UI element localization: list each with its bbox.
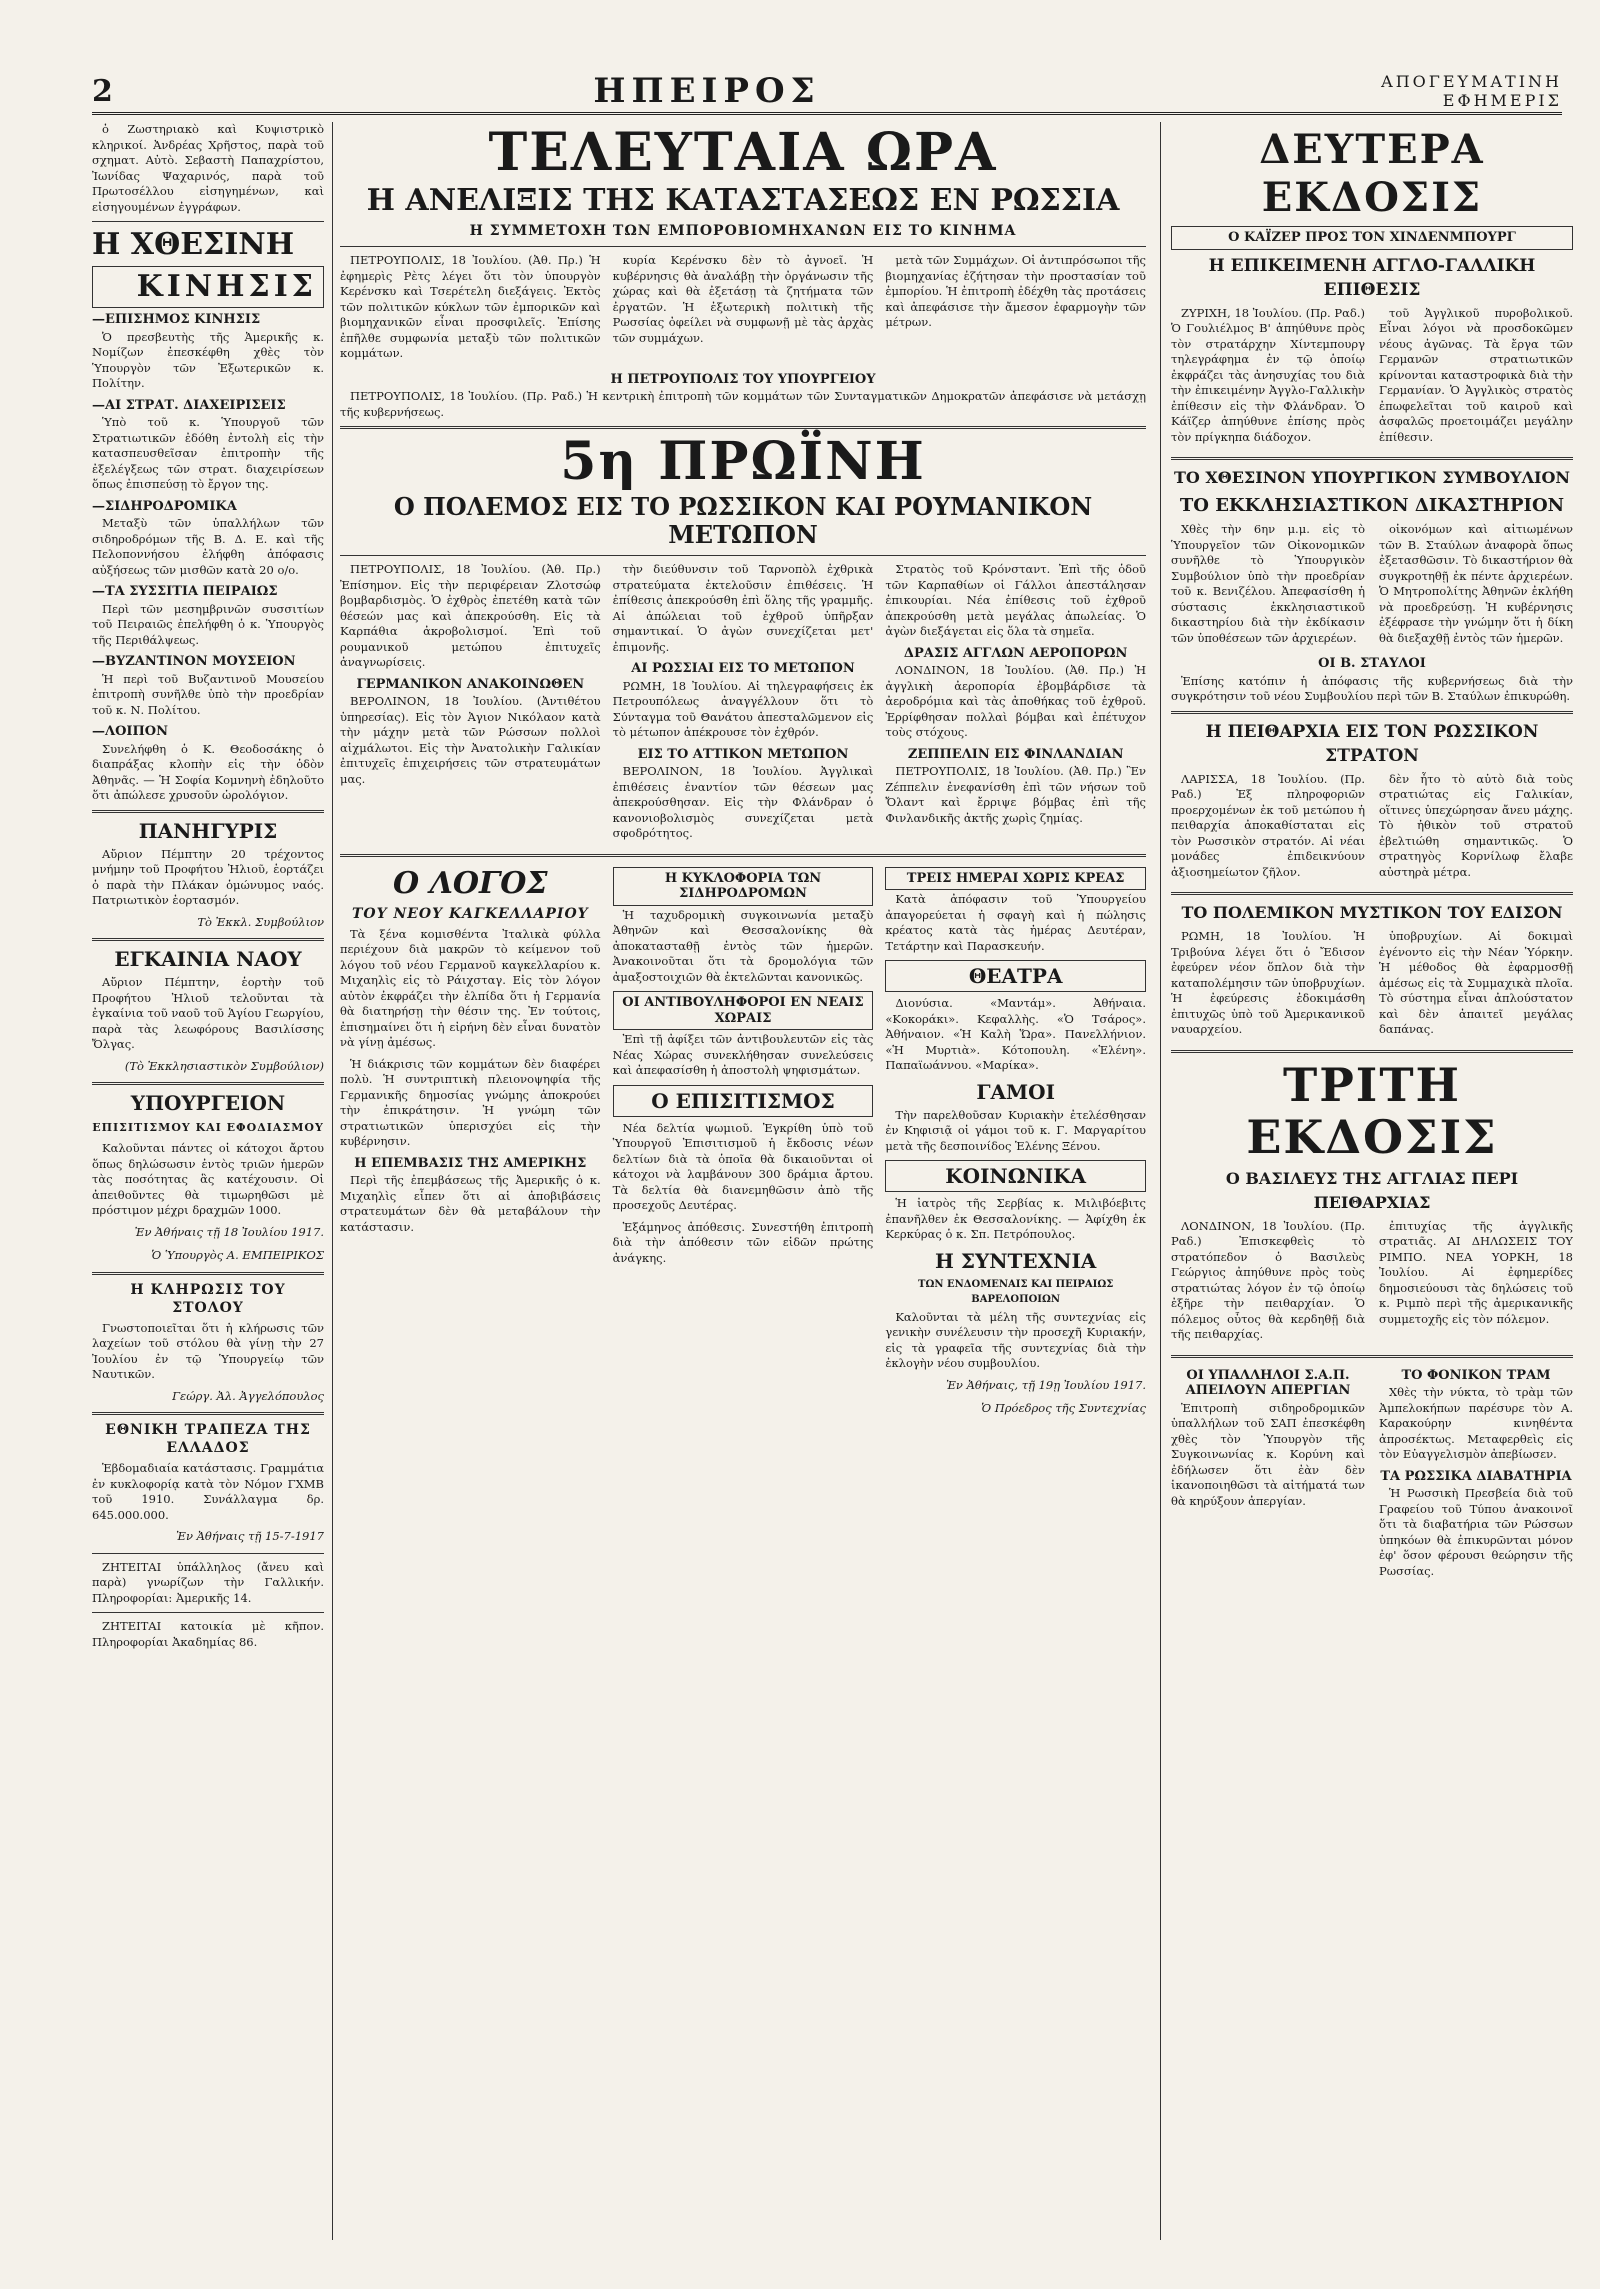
america-head: Η ΕΠΕΜΒΑΣΙΣ ΤΗΣ ΑΜΕΡΙΚΗΣ — [354, 1155, 587, 1171]
ministry-date: Ἐν Ἀθήναις τῇ 18 Ἰουλίου 1917. — [134, 1224, 324, 1239]
news-item-head: —ΤΑ ΣΥΣΣΙΤΙΑ ΠΕΙΡΑΙΩΣ — [92, 584, 278, 599]
article-column: ΖΥΡΙΧΗ, 18 Ἰουλίου. (Πρ. Ραδ.) Ὁ Γουλιέλμος Β' ἀπηύθυνε πρὸς τὸν στρατάρχην Χίντεμπουργ τηλεγράφημα ἐν τῷ ὁποίῳ ἐκφράζει τὰς ἀνησυχίας του διὰ τὴν ἐπικειμένην Ἀγγλο-Γαλλικὴν ἐπίθεσιν εἰς τὴν Φλάνδραν. Ὁ Κάϊζερ ἀπηύθυνε ἐπίσης πρὸς τὸν πρίγκηπα διάδοχον. — [1171, 305, 1365, 444]
masthead — [92, 70, 1562, 115]
article-column: τὴν διεύθυνσιν τοῦ Ταρνοπὸλ ἐχθρικὰ στρατεύματα ἐκτελοῦσιν ἐπιθέσεις. Ἡ ἐπίθεσις ἀπεκρούσθη ἐπὶ ὅλης τῆς γραμμῆς. Αἱ ἀπώλειαι τοῦ ἐχθροῦ ὑπῆρξαν σημαντικαί. Ὁ ἀγὼν συνεχίζεται μετ' ἐπιμονῆς. — [612, 562, 874, 654]
food-body: Νέα δελτία ψωμιοῦ. Ἐγκρίθη ὑπὸ τοῦ Ὑπουργοῦ Ἐπισιτισμοῦ ἡ ἔκδοσις νέων δελτίων διὰ τὰ ὁποῖα θὰ δικαιοῦνται οἱ κάτοχοι νὰ λαμβάνουν 300 δράμια ἄρτου. Τὰ δελτία θὰ διανεμηθῶσιν ἀπὸ τῆς προσεχοῦς Δευτέρας. — [612, 1120, 874, 1212]
classified-ad: ΖΗΤΕΙΤΑΙ ὑπάλληλος (ἄνευ καὶ παρὰ) γνωρίζων τὴν Γαλλικήν. Πληροφορίαι: Ἀμερικῆς 14. — [92, 1559, 324, 1605]
center-column — [340, 122, 1146, 2240]
guild-body: Καλοῦνται τὰ μέλη τῆς συντεχνίας εἰς γενικὴν συνέλευσιν τὴν προσεχῆ Κυριακήν, εἰς τὰ γραφεῖα τῆς συντεχνίας διὰ τὴν ἐκλογὴν νέου συμβουλίου. — [885, 1309, 1146, 1370]
second-edition-title: ΔΕΥΤΕΡΑ ΕΚΔΟΣΙΣ — [1259, 126, 1485, 221]
passports-body: Ἡ Ρωσσικὴ Πρεσβεία διὰ τοῦ Γραφείου τοῦ Τύπου ἀνακοινοῖ ὅτι τὰ διαβατήρια τῶν Ρώσσων ὑπηκόων θὰ ἐπικυρῶνται μόνον ἐφ' ὅσον φέρουσι θεώρησιν τῆς Ρωσσίας. — [1379, 1486, 1573, 1578]
middle-lower — [613, 863, 874, 1425]
news-item — [92, 584, 324, 648]
air-head: ΔΡΑΣΙΣ ΑΓΓΛΩΝ ΑΕΡΟΠΟΡΩΝ — [903, 645, 1128, 661]
zeppelin-head: ΖΕΠΠΕΛΙΝ ΕΙΣ ΦΙΝΛΑΝΔΙΑΝ — [907, 746, 1124, 762]
bank-title: ΕΘΝΙΚΗ ΤΡΑΠΕΖΑ ΤΗΣ ΕΛΛΑΔΟΣ — [105, 1422, 311, 1456]
news-item-body: Ὑπὸ τοῦ κ. Ὑπουργοῦ τῶν Στρατιωτικῶν ἐδόθη ἐντολὴ εἰς τὴν κατασπευσθεῖσαν ἐπιτροπὴν τῆς ἐξελέγξεως τῶν στρατ. διαχειρίσεων ὅπως ἐπισπεύσῃ τὸ ἔργον της. — [92, 415, 324, 491]
divider — [1171, 892, 1573, 895]
lower-center — [340, 863, 1146, 1425]
kaiser-head: Ο ΚΑΪΖΕΡ ΠΡΟΣ ΤΟΝ ΧΙΝΔΕΝΜΠΟΥΡΓ — [1171, 226, 1573, 250]
food-more: Ἑξάμηνος ἀπόθεσις. Συνεστήθη ἐπιτροπὴ διὰ τὴν ἀπόθεσιν τῶν εἰδῶν πρώτης ἀνάγκης. — [612, 1219, 874, 1265]
offensive-article — [1171, 306, 1573, 452]
kinisis-title-1: Η ΧΘΕΣΙΝΗ — [92, 227, 295, 262]
stables-body: Ἐπίσης κατόπιν ἡ ἀπόφασις τῆς κυβερνήσεως διὰ τὴν συγκρότησιν τοῦ νέου Συμβουλίου περὶ τῶν Β. Σταύλων ἐπικυρώθη. — [1171, 673, 1573, 703]
page-number: 2 — [92, 73, 113, 109]
railway-body: Ἡ ταχυδρομικὴ συγκοινωνία μεταξὺ Ἀθηνῶν καὶ Θεσσαλονίκης θὰ ἀποκατασταθῇ ἐντὸς τῶν ἡμερῶν. Ἀνακοινοῦται ὅτι τὰ δρομολόγια τῶν ἀμαξοστοιχιῶν θὰ ἐκτελῶνται κανονικῶς. — [612, 907, 874, 984]
air-body: ΛΟΝΔΙΝΟΝ, 18 Ἰουλίου. (Ἀθ. Πρ.) Ἡ ἀγγλικὴ ἀεροπορία ἐβομβάρδισε τὰ ἀεροδρόμια καὶ τὰς ἀποθήκας τοῦ ἐχθροῦ. Ἐρρίφθησαν πολλαὶ βόμβαι καὶ ἐπέτυχον τοὺς στόχους. — [885, 663, 1146, 739]
right-column — [1160, 122, 1573, 2240]
article-column: μετὰ τῶν Συμμάχων. Οἱ ἀντιπρόσωποι τῆς βιομηχανίας ἐζήτησαν τὴν προστασίαν τοῦ ἐμπορίου. Ἡ ἐπιτροπὴ ἐδέχθη τὰς προτάσεις καὶ ἀπεφάσισε τὴν ἄμεσον ἐφαρμογὴν τῶν μέτρων. — [885, 253, 1146, 329]
guild-subhead: ΤΩΝ ΕΝΔΟΜΕΝΑΙΣ ΚΑΙ ΠΕΙΡΑΙΩΣ ΒΑΡΕΛΟΠΟΙΩΝ — [918, 1278, 1114, 1305]
weddings-body: Τὴν παρελθοῦσαν Κυριακὴν ἐτελέσθησαν ἐν Κηφισιᾷ οἱ γάμοι τοῦ κ. Γ. Μαργαρίτου μετὰ τῆς δεσποινίδος Ἑλένης Ξένου. — [885, 1107, 1146, 1153]
egkainia-signature: (Τὸ Ἐκκλησιαστικὸν Συμβούλιον) — [124, 1058, 324, 1073]
war-col-1 — [340, 562, 601, 848]
article-column: Χθὲς τὴν 6ην μ.μ. εἰς τὸ Ὑπουργεῖον τῶν Οἰκονομικῶν συνῆλθε τὸ Ὑπουργικὸν Συμβούλιον ὑπὸ τὴν προεδρίαν τοῦ κ. Βενιζέλου. Ἀπεφασίσθη ἡ σύστασις ἐκκλησιαστικοῦ δικαστηρίου διὰ τὴν ἐκδίκασιν τῶν ὑποθέσεων τῶν ἀρχιερέων. — [1171, 522, 1365, 645]
king-head: Ο ΒΑΣΙΛΕΥΣ ΤΗΣ ΑΓΓΛΙΑΣ ΠΕΡΙ ΠΕΙΘΑΡΧΙΑΣ — [1225, 1168, 1519, 1212]
panigyris-body: Αὔριον Πέμπτην 20 τρέχοντος μνήμην τοῦ Προφήτου Ἠλιοῦ, ἑορτάζει ὁ παρὰ τὴν Πλάκαν ὁμώνυμος ναός. Πατριωτικὸν ἑορτασμόν. — [92, 846, 324, 907]
article-column: ὑποβρυχίων. Αἱ δοκιμαὶ ἐγένοντο εἰς τὴν Νέαν Ὑόρκην. Ἡ μέθοδος θὰ ἐφαρμοσθῇ ἀμέσως εἰς τὰ Συμμαχικὰ πλοῖα. Τὸ σύστημα εἶναι ἀπλούστατον καὶ δὲν ἀπαιτεῖ μεγάλας δαπάνας. — [1379, 929, 1573, 1036]
news-item-head: —ΕΠΙΣΗΜΟΣ ΚΙΝΗΣΙΣ — [92, 312, 261, 327]
romania-body: ΡΩΜΗ, 18 Ἰουλίου. Αἱ τηλεγραφήσεις ἐκ Πετρουπόλεως ἀναγγέλλουν ὅτι τὸ Σύνταγμα τοῦ Θανάτου ἀπεσταλῶμενον εἰς τὸ μέτωπον ἀπέκρουσε τὸν ἐχθρόν. — [612, 678, 874, 739]
social-head: ΚΟΙΝΩΝΙΚΑ — [885, 1160, 1146, 1192]
divider — [92, 1272, 324, 1275]
egkainia-body: Αὔριον Πέμπτην, ἑορτὴν τοῦ Προφήτου Ἠλιοῦ τελοῦνται τὰ ἐγκαίνια τοῦ ναοῦ τοῦ Ἁγίου Γεωργίου, παρὰ τὰς λεωφόρους Βασιλίσσης Ὄλγας. — [92, 975, 324, 1051]
logos-subtitle: ΤΟΥ ΝΕΟΥ ΚΑΓΚΕΛΛΑΡΙΟΥ — [351, 905, 589, 922]
logos-body: Τὰ ξένα κομισθέντα Ἰταλικὰ φύλλα περιέχουν διὰ μακρῶν τὸ κείμενον τοῦ λόγου τοῦ νέου Γερμανοῦ καγκελλαρίου κ. Μιχαηλὶς εἰς τὸ Ράιχσταγ. Εἰς τὸν λόγον αὐτὸν ἐκφράζει τὴν ἐλπίδα ὅτι ἡ Γερμανία θὰ διατηρήσῃ τὴν θέσιν της. Ἐν τούτοις, ἐπισημαίνει ὅτι ἡ εἰρήνη δὲν εἶναι δυνατὸν νὰ γίνῃ ἀμέσως. — [340, 926, 601, 1049]
left-column — [92, 122, 333, 2240]
divider — [92, 1082, 324, 1085]
fifth-edition-title: 5η ΠΡΩΪΝΗ — [560, 431, 926, 492]
russia-article — [340, 253, 1146, 368]
divider — [340, 246, 1146, 247]
right-lower — [885, 863, 1146, 1425]
theatres-head: ΘΕΑΤΡΑ — [885, 960, 1146, 992]
article-column: ἐπιτυχίας τῆς ἀγγλικῆς στρατιᾶς. ΑΙ ΔΗΛΩΣΕΙΣ ΤΟΥ ΡΙΜΠΟ. ΝΕΑ ΥΟΡΚΗ, 18 Ἰουλίου. Αἱ ἐφημερίδες δημοσιεύουσι τὰς δηλώσεις τοῦ κ. Ριμπὸ περὶ τῆς ἀμερικανικῆς συμμετοχῆς εἰς τὸν πόλεμον. — [1379, 1218, 1573, 1326]
news-item-head: —ΛΟΙΠΟΝ — [92, 724, 168, 739]
war-article — [340, 562, 1146, 848]
edison-head: ΤΟ ΠΟΛΕΜΙΚΟΝ ΜΥΣΤΙΚΟΝ ΤΟΥ ΕΔΙΣΟΝ — [1181, 903, 1563, 922]
newspaper-page — [92, 70, 1573, 2240]
newspaper-name: ΗΠΕΙΡΟΣ — [593, 71, 821, 111]
divider — [1171, 1050, 1573, 1053]
romania-head: ΑΙ ΡΩΣΣΙΑΙ ΕΙΣ ΤΟ ΜΕΤΩΠΟΝ — [631, 661, 855, 676]
war-headline: Ο ΠΟΛΕΜΟΣ ΕΙΣ ΤΟ ΡΩΣΣΙΚΟΝ ΚΑΙ ΡΟΥΜΑΝΙΚΟΝ ΜΕΤΩΠΟΝ — [393, 492, 1093, 549]
news-item — [92, 724, 324, 804]
divider — [92, 938, 324, 941]
divider — [340, 854, 1146, 857]
weddings-head: ΓΑΜΟΙ — [976, 1079, 1055, 1104]
bottom-right — [1171, 1364, 1573, 1586]
news-item-body: Ὁ πρεσβευτὴς τῆς Ἀμερικῆς κ. Νομίζων ἐπεσκέφθη χθὲς τὸν Ὑπουργὸν τῶν Ἐξωτερικῶν κ. Πολίτην. — [92, 329, 324, 390]
lottery-body: Γνωστοποιεῖται ὅτι ἡ κλήρωσις τῶν λαχείων τοῦ στόλου θὰ γίνῃ τὴν 27 Ἰουλίου ἐν τῷ Ὑπουργείῳ τῶν Ναυτικῶν. — [92, 1320, 324, 1381]
america-body: Περὶ τῆς ἐπεμβάσεως τῆς Ἀμερικῆς ὁ κ. Μιχαηλὶς εἶπεν ὅτι αἱ ἀποβιβάσεις στρατευμάτων δὲν θὰ μεταβάλουν τὴν κατάστασιν. — [340, 1173, 601, 1234]
last-hour-title: ΤΕΛΕΥΤΑΙΑ ΩΡΑ — [488, 122, 998, 183]
article-column: Στρατὸς τοῦ Κρόνσταντ. Ἐπὶ τῆς ὁδοῦ τῶν Καρπαθίων οἱ Γάλλοι ἀπεστάλησαν ἐπικουρίαι. Νέα ἐπίθεσις τοῦ ἐχθροῦ ἀπεκρούσθη μετὰ μεγάλας ἀπωλείας. Ὁ ἀγὼν διεξάγεται εἰς ὅλα τὰ σημεῖα. — [885, 562, 1146, 638]
divider — [92, 221, 324, 222]
news-item-body: Περὶ τῶν μεσημβρινῶν συσσιτίων τοῦ Πειραιῶς ἐπελήφθη ὁ κ. Ὑπουργὸς τῆς Περιθάλψεως. — [92, 601, 324, 647]
tram-section — [1379, 1364, 1573, 1586]
bank-date: Ἐν Ἀθήναις τῇ 15-7-1917 — [176, 1529, 324, 1543]
news-item-body: Ἡ περὶ τοῦ Βυζαντινοῦ Μουσείου ἐπιτροπὴ συνῆλθε ὑπὸ τὴν προεδρίαν τοῦ κ. Ν. Πολίτου. — [92, 671, 324, 717]
ministry-title: ΥΠΟΥΡΓΕΙΟΝ — [130, 1091, 286, 1115]
meatless-body: Κατὰ ἀπόφασιν τοῦ Ὑπουργείου ἀπαγορεύεται ἡ σφαγὴ καὶ ἡ πώλησις κρέατος κατὰ τὰς ἡμέρας Δευτέραν, Τετάρτην καὶ Παρασκευήν. — [885, 892, 1146, 953]
tram-head: ΤΟ ΦΟΝΙΚΟΝ ΤΡΑΜ — [1401, 1367, 1551, 1383]
news-item — [92, 499, 324, 579]
council-head: ΤΟ ΧΘΕΣΙΝΟΝ ΥΠΟΥΡΓΙΚΟΝ ΣΥΜΒΟΥΛΙΟΝ — [1173, 468, 1571, 487]
german-communique-body: ΒΕΡΟΛΙΝΟΝ, 18 Ἰουλίου. (Ἀντιθέτου ὑπηρεσίας). Εἰς τὸν Ἀγιον Νικόλαον κατὰ τὴν μάχην μετὰ τῶν Ρώσσων πολλοὶ αἰχμάλωτοι. Εἰς τὴν Ἀνατολικὴν Γαλικίαν ἐπιτυχεῖς ἐπιχειρήσεις τῶν στρατευμάτων μας. — [340, 694, 601, 786]
deputies-body: Ἐπὶ τῇ ἀφίξει τῶν ἀντιβουλευτῶν εἰς τὰς Νέας Χώρας συνεκλήθησαν συνελεύσεις καὶ ἀπεφασίσθη ἡ ἀποστολὴ ψηφισμάτων. — [612, 1032, 874, 1077]
ministry-body: Καλοῦνται πάντες οἱ κάτοχοι ἄρτου ὅπως δηλώσωσιν ἐντὸς τριῶν ἡμερῶν τὰς ποσότητας ἃς κατέχουσιν. Οἱ ἀπειθοῦντες θὰ τιμωρηθῶσι μὲ πρόστιμον μέχρι δραχμῶν 1000. — [92, 1141, 324, 1217]
zeppelin-body: ΠΕΤΡΟΥΠΟΛΙΣ, 18 Ἰουλίου. (Ἀθ. Πρ.) Ἓν Ζέππελιν ἐνεφανίσθη ἐπὶ τῶν νήσων τοῦ Ὄλαντ καὶ ἔρριψε βόμβας ἐπὶ τῆς Φινλανδικῆς ἀκτῆς χωρὶς ζημίας. — [885, 764, 1146, 825]
stables-head: ΟΙ Β. ΣΤΑΥΛΟΙ — [1318, 656, 1426, 671]
divider — [1171, 711, 1573, 714]
german-communique-head: ΓΕΡΜΑΝΙΚΟΝ ΑΝΑΚΟΙΝΩΘΕΝ — [356, 676, 585, 692]
guild-signature: Ὁ Πρόεδρος τῆς Συντεχνίας — [981, 1401, 1146, 1415]
russia-headline: Η ΑΝΕΛΙΞΙΣ ΤΗΣ ΚΑΤΑΣΤΑΣΕΩΣ ΕΝ ΡΩΣΣΙΑ — [366, 183, 1120, 218]
news-item-head: —ΣΙΔΗΡΟΔΡΟΜΙΚΑ — [92, 498, 237, 514]
egkainia-title: ΕΓΚΑΙΝΙΑ ΝΑΟΥ — [114, 947, 302, 971]
strike-head: ΟΙ ΥΠΑΛΛΗΛΟΙ Σ.Α.Π. ΑΠΕΙΛΟΥΝ ΑΠΕΡΓΙΑΝ — [1185, 1367, 1351, 1398]
edison-article — [1171, 929, 1573, 1044]
divider — [1171, 1355, 1573, 1358]
divider — [92, 810, 324, 813]
bank-body: Ἑβδομαδιαία κατάστασις. Γραμμάτια ἐν κυκλοφορίᾳ κατὰ τὸν Νόμον ΓΧΜΒ τοῦ 1910. Συνάλλαγμα δρ. 645.000.000. — [92, 1461, 324, 1522]
deputies-head: ΟΙ ΑΝΤΙΒΟΥΛΗΦΟΡΟΙ ΕΝ ΝΕΑΙΣ ΧΩΡΑΙΣ — [613, 991, 874, 1030]
news-item-head: —ΒΥΖΑΝΤΙΝΟΝ ΜΟΥΣΕΙΟΝ — [92, 654, 296, 669]
panigyris-title: ΠΑΝΗΓΥΡΙΣ — [138, 818, 278, 843]
lottery-signature: Γεώργ. Ἀλ. Ἀγγελόπουλος — [172, 1388, 324, 1403]
classified-ad: ΖΗΤΕΙΤΑΙ κατοικία μὲ κῆπον. Πληροφορίαι Ἀκαδημίας 86. — [92, 1619, 324, 1649]
divider — [92, 1553, 324, 1554]
article-column: τοῦ Ἀγγλικοῦ πυροβολικοῦ. Εἶναι λόγοι νὰ προσδοκῶμεν νέους ἀγῶνας. Τὰ ἔργα τῶν Γερμανῶν στρατιωτικῶν κρίνονται καταστροφικὰ διὰ τὴν Γερμανίαν. Ὁ Ἀγγλικὸς στρατὸς ἐπωφελεῖται τοῦ καιροῦ καὶ ἀσφαλῶς προετοιμάζει μεγάλην ἐπίθεσιν. — [1379, 305, 1573, 444]
court-head: ΤΟ ΕΚΚΛΗΣΙΑΣΤΙΚΟΝ ΔΙΚΑΣΤΗΡΙΟΝ — [1179, 495, 1565, 516]
divider — [92, 1412, 324, 1415]
logos-title: Ο ΛΟΓΟΣ — [393, 865, 548, 901]
news-item-head: —ΑΙ ΣΤΡΑΤ. ΔΙΑΧΕΙΡΙΣΕΙΣ — [92, 397, 286, 413]
passports-head: ΤΑ ΡΩΣΣΙΚΑ ΔΙΑΒΑΤΗΡΙΑ — [1380, 1468, 1572, 1484]
guild-date: Ἐν Ἀθήναις, τῇ 19ῃ Ἰουλίου 1917. — [946, 1377, 1146, 1392]
news-item — [92, 398, 324, 493]
logos-section — [340, 863, 601, 1425]
ministry-signature: Ὁ Ὑπουργὸς Α. ΕΜΠΕΙΡΙΚΟΣ — [151, 1248, 324, 1262]
article-column: ΛΟΝΔΙΝΟΝ, 18 Ἰουλίου. (Πρ. Ραδ.) Ἐπισκεφθεὶς τὸ στρατόπεδον ὁ Βασιλεὺς Γεώργιος ἀπηύθυνε πρὸς τοὺς στρατιώτας λόγον ἐν τῷ ὁποίῳ ἐξῆρε τὴν πειθαρχίαν. Ὁ πόλεμος οὗτος θὰ κερδηθῇ διὰ τῆς πειθαρχίας. — [1171, 1218, 1365, 1341]
war-col-3 — [885, 562, 1146, 848]
strike-section — [1171, 1364, 1365, 1586]
social-body: Ἡ ἰατρὸς τῆς Σερβίας κ. Μιλιβόεβιτς ἐπανῆλθεν ἐκ Θεσσαλονίκης. — Ἀφίχθη ἐκ Κερκύρας ὁ κ. Σπ. Πετρόπουλος. — [885, 1196, 1146, 1241]
kinisis-title-2: ΚΙΝΗΣΙΣ — [92, 266, 324, 308]
lottery-title: Η ΚΛΗΡΩΣΙΣ ΤΟΥ ΣΤΟΛΟΥ — [130, 1281, 286, 1316]
petro-head: Η ΠΕΤΡΟΥΠΟΛΙΣ ΤΟΥ ΥΠΟΥΡΓΕΙΟΥ — [610, 371, 876, 387]
attic-front-head: ΕΙΣ ΤΟ ΑΤΤΙΚΟΝ ΜΕΤΩΠΟΝ — [637, 746, 849, 762]
court-article — [1171, 522, 1573, 652]
article-column: ΠΕΤΡΟΥΠΟΛΙΣ, 18 Ἰουλίου. (Ἀθ. Πρ.) Ἡ ἐφημερὶς Ρὲτς λέγει ὅτι τὸν ὑπουργὸν Κερένσκυ καὶ Τσερέτελη διεξάγεις. Ἐκτὸς τῶν πολιτικῶν κύκλων τῶν ἐμπορικῶν καὶ βιομηχανικῶν εἶναι προσφιλεῖς. Ἐπίσης ἐπῆλθε συμφωνία μεταξὺ τῶν πολιτικῶν κομμάτων. — [340, 253, 601, 360]
news-item — [92, 312, 324, 392]
divider — [1171, 457, 1573, 460]
intro-text: ὁ Ζωστηριακὸ καὶ Κυψιστρικὸ κληρικοί. Ἀνδρέας Χρῆστος, παρὰ τοῦ σχηματ. Αὐτὸ. Σεβαστὴ Παπαχρίστου, Ἰωνίδας Ψαχαρινός, παρὰ τοῦ Πρωτοσέλλου εἰσηγημένων, καὶ εἰσηγουμένων ἐγγράφων. — [92, 122, 324, 214]
panigyris-signature: Τὸ Ἐκκλ. Συμβούλιον — [197, 914, 324, 929]
petro-body: ΠΕΤΡΟΥΠΟΛΙΣ, 18 Ἰουλίου. (Πρ. Ραδ.) Ἡ κεντρικὴ ἐπιτροπὴ τῶν κομμάτων τῶν Συνταγματικῶν Δημοκρατῶν ἀπεφάσισε νὰ μετάσχῃ τῆς κυβερνήσεως. — [340, 389, 1146, 419]
article-column: κυρία Κερένσκυ δὲν τὸ ἀγνοεῖ. Ἡ κυβέρνησις θὰ ἀναλάβῃ τὴν ὀργάνωσιν τῆς χώρας καὶ θὰ ἐξετάσῃ τὰ ζητήματα τῶν ἐργατῶν. Ἡ ἐξωτερικὴ πολιτικὴ τῆς Ρωσσίας ὀφείλει νὰ συμφωνῇ μὲ τὰς ἀρχὰς τῶν συμμάχων. — [612, 253, 874, 345]
divider — [92, 1612, 324, 1613]
newspaper-subtitle: ΑΠΟΓΕΥΜΑΤΙΝΗ ΕΦΗΜΕΡΙΣ — [1381, 72, 1562, 110]
article-column: οἰκονόμων καὶ αἰτιωμένων τῶν Β. Σταύλων ἀναφορὰ ὅπως ἐξετασθῶσιν. Τὸ δικαστήριον θὰ συγκροτηθῇ ἐκ πέντε ἀρχιερέων. Ὁ Μητροπολίτης Ἀθηνῶν ἐκλήθη νὰ προεδρεύσῃ. Ἡ κυβέρνησις ἐξέφρασε τὴν γνώμην ὅτι ἡ δίκη θὰ διεξαχθῇ ἐντὸς τῶν ἡμερῶν. — [1379, 522, 1573, 645]
discipline-article — [1171, 772, 1573, 887]
discipline-head: Η ΠΕΙΘΑΡΧΙΑ ΕΙΣ ΤΟΝ ΡΩΣΣΙΚΟΝ ΣΤΡΑΤΟΝ — [1205, 721, 1539, 766]
article-column: δὲν ἦτο τὸ αὐτὸ διὰ τοὺς στρατιώτας εἰς Γαλικίαν, οἵτινες ὑπεχώρησαν ἄνευ μάχης. Τὸ ἠθικὸν τοῦ στρατοῦ ἐβελτιώθη σημαντικῶς. Ὁ στρατηγὸς Κορνίλωφ ἔλαβε αὐστηρὰ μέτρα. — [1379, 771, 1573, 879]
divider — [340, 555, 1146, 556]
attic-front-body: ΒΕΡΟΛΙΝΟΝ, 18 Ἰουλίου. Ἀγγλικαὶ ἐπιθέσεις ἐναντίον τῶν θέσεων μας ἀπεκρούσθησαν. Εἰς τὴν Φλάνδραν ὁ κανονιοβολισμὸς συνεχίζεται μετὰ σφοδρότητος. — [612, 764, 874, 840]
logos-more: Ἡ διάκρισις τῶν κομμάτων δὲν διαφέρει πολὺ. Ἡ συντριπτικὴ πλειονοψηφία τῆς Γερμανικῆς δημοσίας γνώμης ἀποκρούει τὴν ἐπικράτησιν. Ἡ γνώμη τῶν στρατιωτικῶν ὑπερισχύει εἰς τὴν κυβέρνησιν. — [340, 1056, 601, 1148]
war-col-2 — [613, 562, 874, 848]
article-column: ΛΑΡΙΣΣΑ, 18 Ἰουλίου. (Πρ. Ραδ.) Ἐξ πληροφοριῶν προερχομένων ἐκ τοῦ μετώπου ἡ πειθαρχία ἀποκαθίσταται εἰς τὸν Ρωσσικὸν στρατόν. Αἱ νέαι μονάδες ἐπιδεικνύουν ἀξιοσημείωτον ζῆλον. — [1171, 771, 1365, 879]
news-item — [92, 654, 324, 718]
theatres-body: Διονύσια. «Μαντάμ». Ἀθήναια. «Κοκοράκι». Κεφαλλὴς. «Ὁ Τσάρος». Ἀθήναιον. «Ἡ Καλὴ Ὥρα». Πανελλήνιον. «Ἡ Μυρτιὰ». Κότοπουλη. «Ἑλένη». Παπαϊωάννου. «Μαρίκα». — [885, 996, 1146, 1072]
ministry-subtitle: ΕΠΙΣΙΤΙΣΜΟΥ ΚΑΙ ΕΦΟΔΙΑΣΜΟΥ — [92, 1121, 324, 1134]
strike-body: Ἐπιτροπὴ σιδηροδρομικῶν ὑπαλλήλων τοῦ ΣΑΠ ἐπεσκέφθη χθὲς τὸν Ὑπουργὸν τῆς Συγκοινωνίας κ. Κορύνη καὶ ἐδήλωσεν ὅτι ἐὰν δὲν ἱκανοποιηθῶσι τὰ αἰτήματά των θὰ κηρύξουν ἀπεργίαν. — [1171, 1400, 1365, 1508]
article-column: ΡΩΜΗ, 18 Ἰουλίου. Ἡ Τριβούνα λέγει ὅτι ὁ Ἔδισον ἐφεύρεν νέον ὅπλον διὰ τὴν καταπολέμησιν τῶν ὑποβρυχίων. Ἡ ἐφεύρεσις ἐδοκιμάσθη ἐπιτυχῶς ὑπὸ τοῦ Ἀμερικανικοῦ ναυαρχείου. — [1171, 929, 1365, 1036]
guild-head: Η ΣΥΝΤΕΧΝΙΑ — [934, 1248, 1097, 1273]
meatless-head: ΤΡΕΙΣ ΗΜΕΡΑΙ ΧΩΡΙΣ ΚΡΕΑΣ — [885, 867, 1146, 891]
tram-body: Χθὲς τὴν νύκτα, τὸ τρὰμ τῶν Ἀμπελοκήπων παρέσυρε τὸν Α. Καρακούρην κινηθέντα ἀπροσέκτως. Μεταφερθεὶς εἰς τὸν Εὐαγγελισμὸν ἀπεβίωσεν. — [1379, 1385, 1573, 1461]
divider — [340, 426, 1146, 429]
article-column: ΠΕΤΡΟΥΠΟΛΙΣ, 18 Ἰουλίου. (Ἀθ. Πρ.) Ἐπίσημον. Εἰς τὴν περιφέρειαν Ζλοτσώφ βομβαρδισμὸς. Ὁ ἐχθρὸς ἐπετέθη κατὰ τῶν θέσεών μας καὶ ἀπεκρούσθη. Εἰς τὰ Καρπάθια ἀκροβολισμοί. Ἐπὶ τοῦ ρουμανικοῦ μετώπου ἐπιτυχεῖς ἀναγνωρίσεις. — [340, 562, 601, 669]
russia-subhead: Η ΣΥΜΜΕΤΟΧΗ ΤΩΝ ΕΜΠΟΡΟΒΙΟΜΗΧΑΝΩΝ ΕΙΣ ΤΟ ΚΙΝΗΜΑ — [469, 223, 1017, 239]
third-edition-title: ΤΡΙΤΗ ΕΚΔΟΣΙΣ — [1246, 1057, 1498, 1164]
offensive-head: Η ΕΠΙΚΕΙΜΕΝΗ ΑΓΓΛΟ-ΓΑΛΛΙΚΗ ΕΠΙΘΕΣΙΣ — [1208, 255, 1536, 300]
railway-head: Η ΚΥΚΛΟΦΟΡΙΑ ΤΩΝ ΣΙΔΗΡΟΔΡΟΜΩΝ — [613, 867, 874, 906]
news-item-body: Συνελήφθη ὁ Κ. Θεοδοσάκης ὁ διαπράξας κλοπὴν εἰς τὴν ὁδὸν Ἀθηνᾶς. — Ἡ Σοφία Κομνηνὴ ἐδηλοῦτο ὅτι ἀπώλεσε χρυσοῦν ὡρολόγιον. — [92, 741, 324, 802]
king-article — [1171, 1219, 1573, 1349]
food-head: Ο ΕΠΙΣΙΤΙΣΜΟΣ — [613, 1085, 874, 1117]
news-item-body: Μεταξὺ τῶν ὑπαλλήλων τῶν σιδηροδρόμων τῆς Β. Δ. Ε. καὶ τῆς Πελοποννήσου ἐλήφθη ἀπόφασις αὐξήσεως τῶν μισθῶν κατὰ 20 ο/ο. — [92, 516, 324, 577]
